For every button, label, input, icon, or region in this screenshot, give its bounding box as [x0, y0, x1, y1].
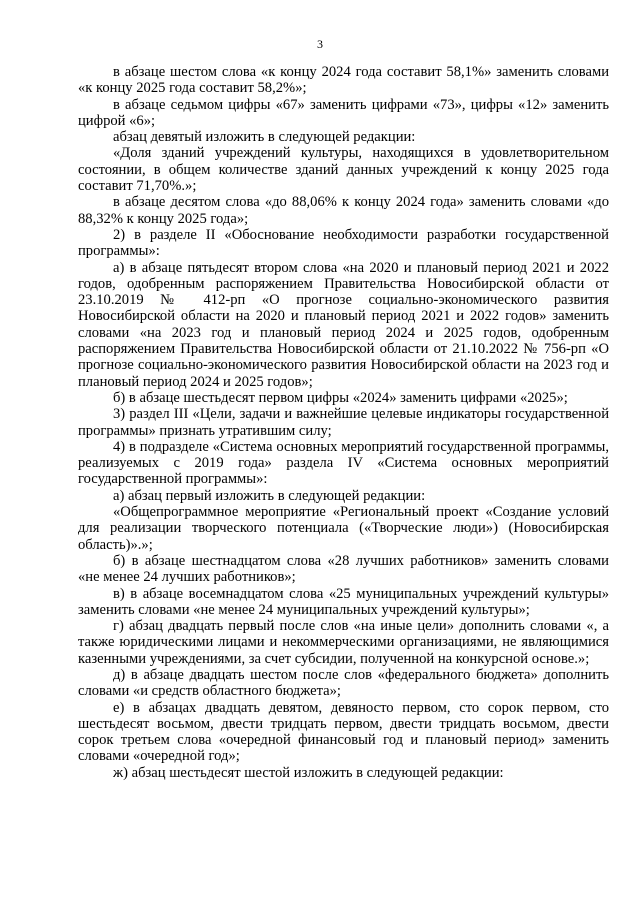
paragraph: б) в абзаце шестнадцатом слова «28 лучших работников» заменить словами «не менее 24 лучших работников»;	[78, 552, 609, 586]
paragraph: г) абзац двадцать первый после слов «на иные цели» дополнить словами «, а также юридическими лицами и некоммерческими организациями, не являющимися казенными учреждениями, за счет субсидии, полученной на конкурсной основе.»;	[78, 618, 609, 667]
paragraph: в абзаце десятом слова «до 88,06% к концу 2024 года» заменить словами «до 88,32% к концу 2025 года»;	[78, 194, 609, 227]
paragraph: е) в абзацах двадцать девятом, девяносто первом, сто сорок первом, сто шестьдесят восьмом, двести тридцать первом, двести тридцать восьмом, двести сорок третьем слова «очередной финансовый год и плановый период» заменить словами «очередной год»;	[78, 699, 609, 765]
paragraph: абзац девятый изложить в следующей редакции:	[113, 129, 416, 146]
paragraph: 4) в подразделе «Система основных мероприятий государственной программы, реализуемых с 2019 года» раздела IV «Система основных мероприятий государственной программы»:	[78, 438, 609, 488]
document-body	[78, 64, 609, 781]
paragraph: в абзаце седьмом цифры «67» заменить цифрами «73», цифры «12» заменить цифрой «6»;	[78, 96, 609, 129]
paragraph: а) в абзаце пятьдесят втором слова «на 2020 и плановый период 2021 и 2022 годов, одобренным распоряжением Правительства Новосибирской области от 23.10.2019 № 412-рп «О прогнозе социально-экономического развития Новосибирской области на 2020 и плановый период 2021 и 2022 годов» заменить словами «на 2023 год и плановый период 2024 и 2025 годов, одобренным распоряжением Правительства Новосибирской области от 21.10.2022 № 756-рп «О прогнозе социально-экономического развития Новосибирской области на 2023 год и плановый период 2024 и 2025 годов»;	[78, 259, 609, 390]
paragraph: 2) в разделе II «Обоснование необходимости разработки государственной программы»:	[78, 226, 609, 260]
page-number: 3	[317, 37, 323, 51]
paragraph: д) в абзаце двадцать шестом после слов «федерального бюджета» дополнить словами «и средств областного бюджета»;	[78, 666, 609, 700]
paragraph: б) в абзаце шестьдесят первом цифры «2024» заменить цифрами «2025»;	[113, 389, 568, 406]
paragraph: 3) раздел III «Цели, задачи и важнейшие целевые индикаторы государственной программы» признать утратившим силу;	[78, 406, 609, 439]
paragraph: в) в абзаце восемнадцатом слова «25 муниципальных учреждений культуры» заменить словами «не менее 24 муниципальных учреждений культуры»;	[78, 585, 609, 618]
paragraph: «Общепрограммное мероприятие «Региональный проект «Создание условий для реализации творческого потенциала («Творческие люди») (Новосибирская область)».»;	[78, 504, 609, 553]
paragraph: ж) абзац шестьдесят шестой изложить в следующей редакции:	[113, 764, 504, 781]
paragraph: в абзаце шестом слова «к концу 2024 года составит 58,1%» заменить словами «к концу 2025 года составит 58,2%»;	[78, 64, 609, 97]
paragraph: «Доля зданий учреждений культуры, находящихся в удовлетворительном состоянии, в общем количестве зданий данных учреждений к концу 2025 года составит 71,70%.»;	[78, 145, 609, 195]
paragraph: а) абзац первый изложить в следующей редакции:	[113, 487, 426, 504]
